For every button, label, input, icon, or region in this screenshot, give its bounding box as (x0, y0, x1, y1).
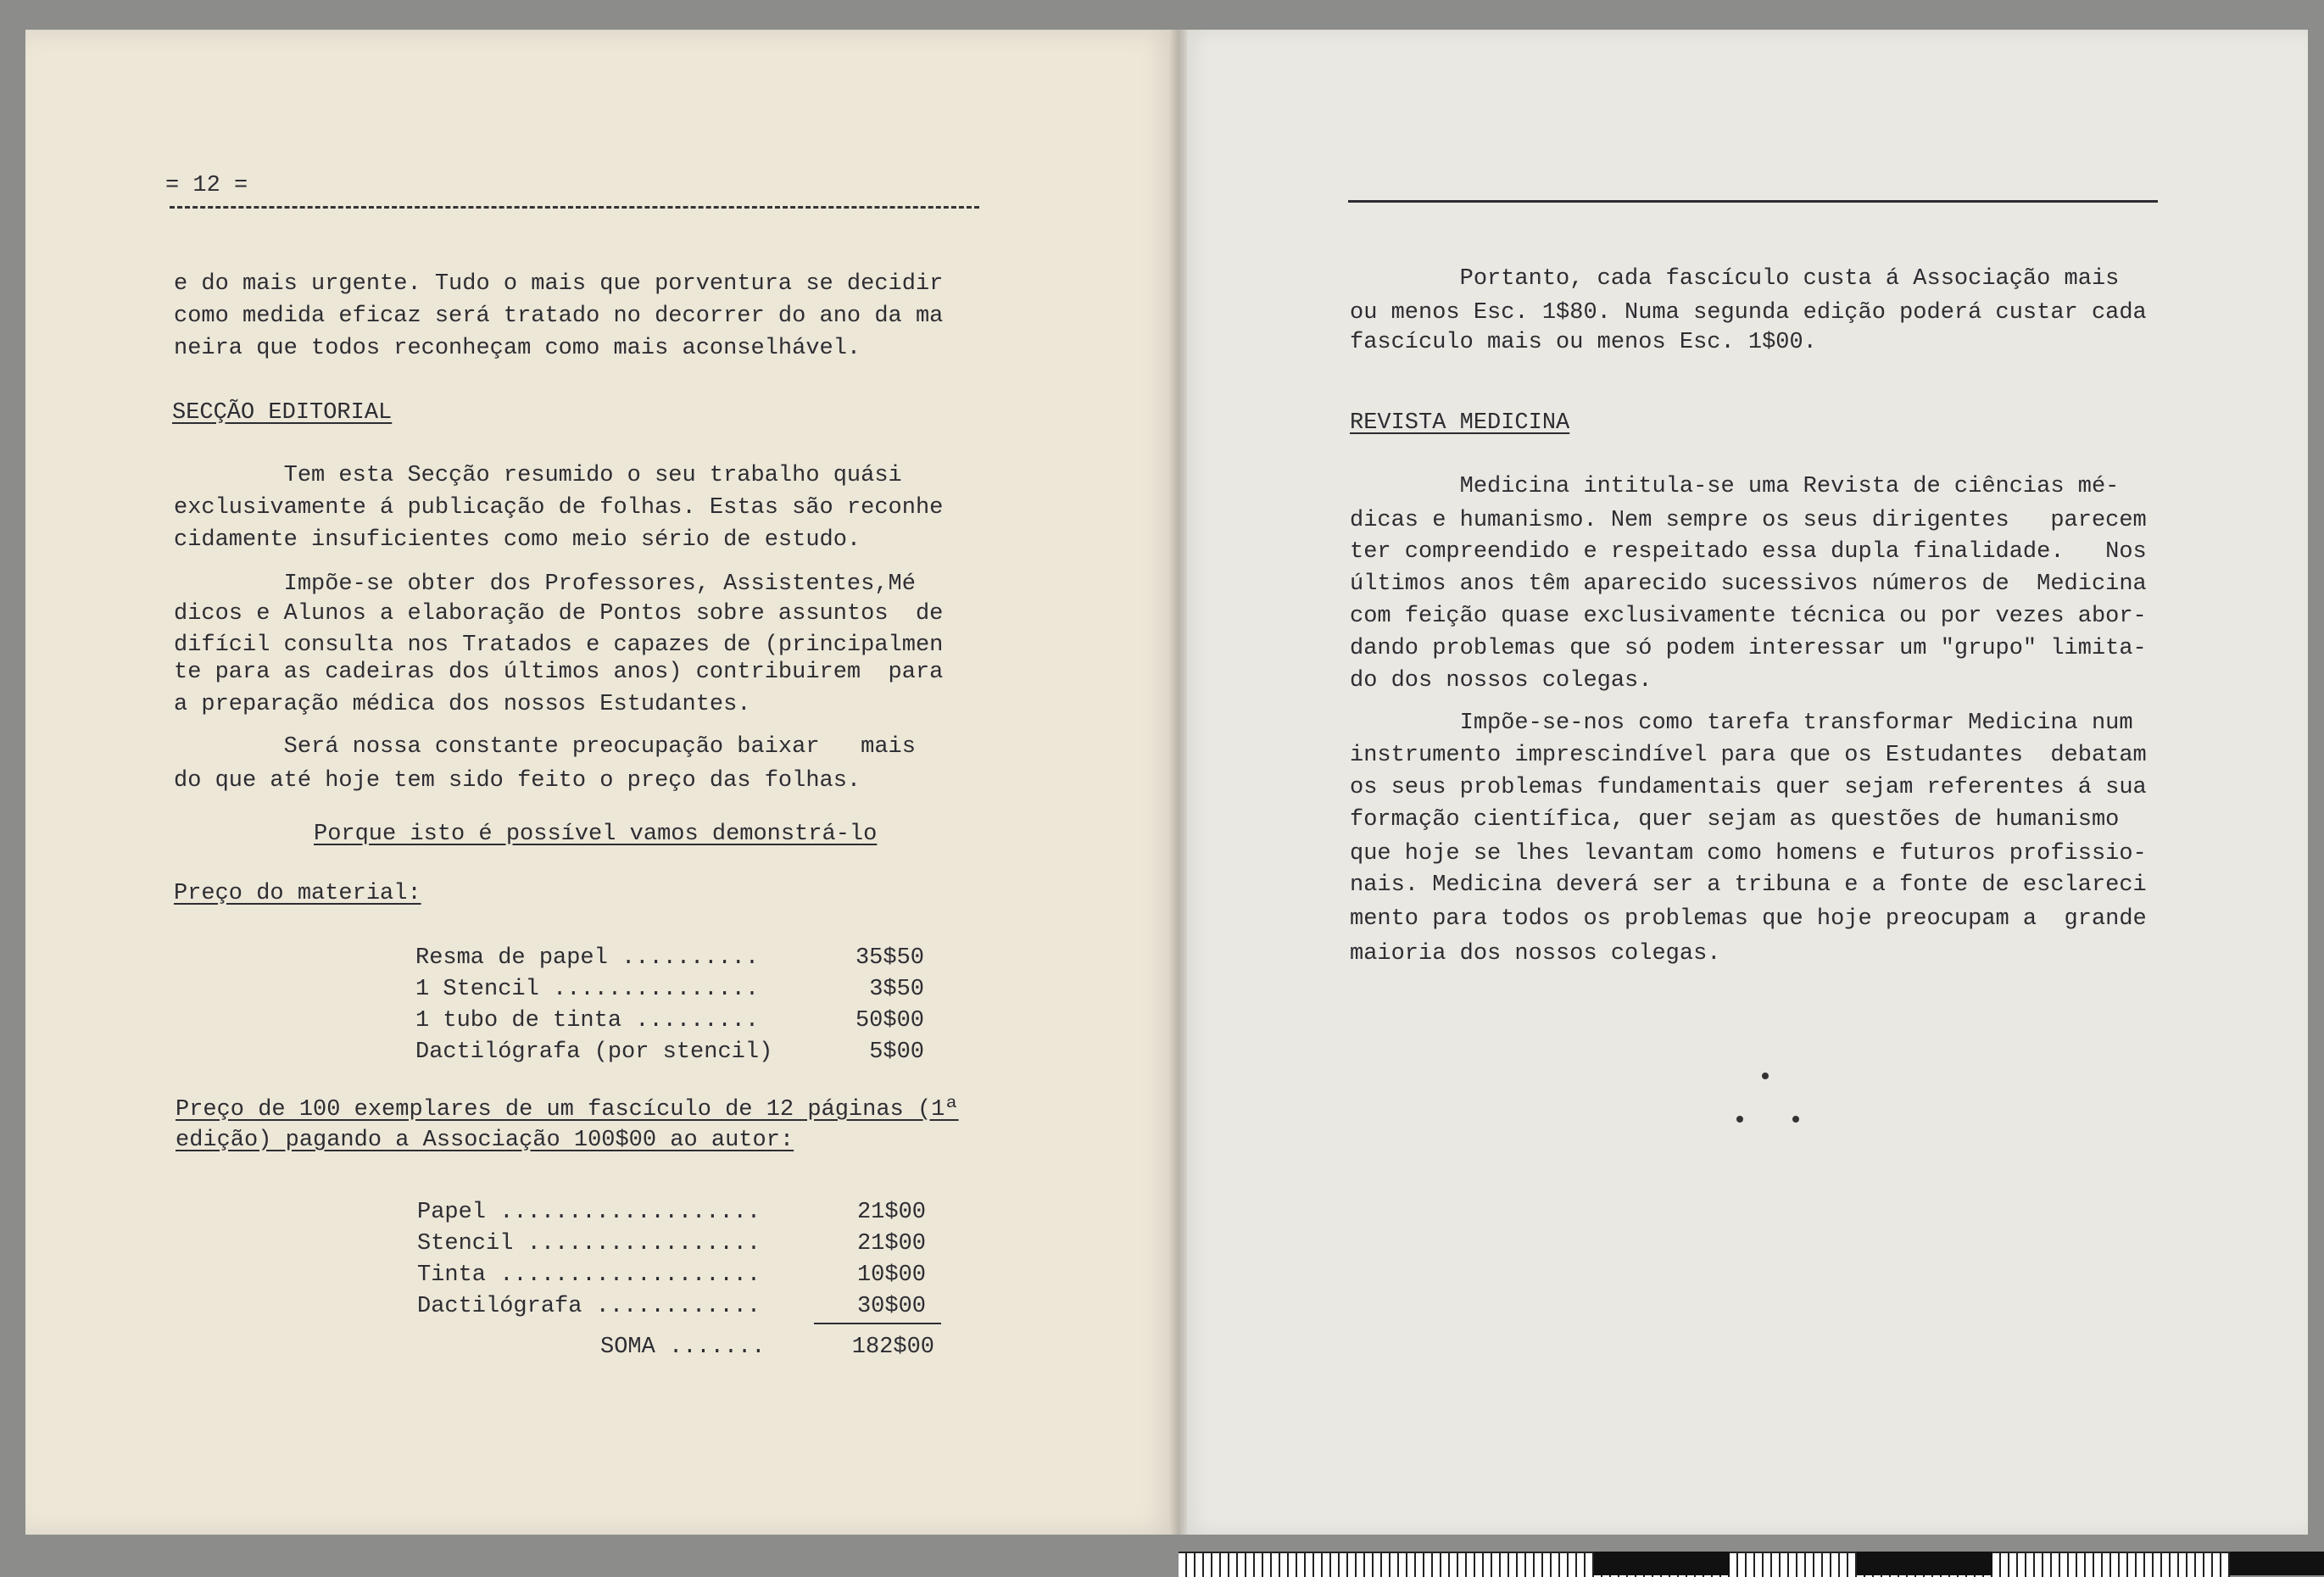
scale-ruler-segment (1857, 1552, 1992, 1575)
text-line: exclusivamente á publicação de folhas. Estas são reconhe (174, 495, 944, 521)
text-line: Preço de 100 exemplares de um fascículo de 12 páginas (1ª (176, 1097, 959, 1123)
text-line: te para as cadeiras dos últimos anos) contribuirem para (174, 660, 944, 685)
text-line: Tem esta Secção resumido o seu trabalho quási (174, 463, 902, 488)
text-line: ou menos Esc. 1$80. Numa segunda edição poderá custar cada (1350, 300, 2147, 326)
materials-table (415, 943, 924, 1068)
costs-table (417, 1197, 926, 1323)
text-line: ter compreendido e respeitado essa dupla finalidade. Nos (1350, 539, 2147, 565)
item-value: 30$00 (856, 1294, 926, 1319)
text-line: nais. Medicina deverá ser a tribuna e a fonte de esclareci (1350, 872, 2147, 898)
item-value: 35$50 (855, 945, 924, 971)
total-label: SOMA ....... (600, 1335, 766, 1360)
item-label: Resma de papel .......... (415, 945, 760, 971)
text-line: maioria dos nossos colegas. (1350, 941, 1721, 967)
table-row (417, 1260, 926, 1291)
text-line: a preparação médica dos nossos Estudantes. (174, 692, 751, 717)
item-value: 5$00 (869, 1039, 924, 1065)
item-value: 50$00 (855, 1008, 924, 1034)
text-line: últimos anos têm aparecido sucessivos números de Medicina (1350, 571, 2147, 597)
table-row (417, 1197, 926, 1229)
text-line: Impõe-se-nos como tarefa transformar Medicina num (1350, 710, 2133, 736)
item-label: Tinta ................... (417, 1262, 761, 1288)
table-row (415, 1006, 924, 1037)
total-value: 182$00 (851, 1335, 934, 1360)
text-line: do dos nossos colegas. (1350, 668, 1652, 694)
text-line: dando problemas que só podem interessar um "grupo" limita- (1350, 636, 2147, 661)
text-line: os seus problemas fundamentais quer sejam referentes á sua (1350, 775, 2147, 800)
text-line: dicas e humanismo. Nem sempre os seus dirigentes parecem (1350, 508, 2147, 533)
text-line: difícil consulta nos Tratados e capazes de (principalmen (174, 632, 944, 658)
text-line: instrumento imprescindível para que os Estudantes debatam (1350, 743, 2147, 768)
item-label: Dactilógrafa ............ (417, 1294, 761, 1319)
sum-rule (814, 1323, 941, 1324)
text-line: dicos e Alunos a elaboração de Pontos sobre assuntos de (174, 601, 944, 627)
table-row (417, 1229, 926, 1260)
item-label: 1 tubo de tinta ......... (415, 1008, 760, 1034)
table-row (417, 1291, 926, 1323)
subheading-demonstration: Porque isto é possível vamos demonstrá-lo (314, 822, 878, 847)
text-line: com feição quase exclusivamente técnica ou por vezes abor- (1350, 604, 2147, 629)
item-label: Stencil ................. (417, 1231, 761, 1257)
scale-ruler-segment (2230, 1552, 2324, 1575)
table-row (415, 974, 924, 1006)
page-number: = 12 = (165, 173, 248, 198)
text-line: do que até hoje tem sido feito o preço das folhas. (174, 768, 861, 794)
text-line: que hoje se lhes levantam como homens e futuros profissio- (1350, 841, 2147, 867)
item-label: Papel ................... (417, 1200, 761, 1225)
item-value: 21$00 (856, 1231, 926, 1257)
ornament-dot (1762, 1073, 1769, 1079)
item-value: 21$00 (856, 1200, 926, 1225)
item-value: 3$50 (869, 977, 924, 1002)
material-heading: Preço do material: (174, 881, 421, 906)
ornament-dot (1792, 1116, 1799, 1123)
header-rule (170, 206, 979, 209)
text-line: neira que todos reconheçam como mais aconselhável. (174, 336, 861, 361)
text-line: formação científica, quer sejam as questões de humanismo (1350, 807, 2120, 833)
item-value: 10$00 (856, 1262, 926, 1288)
header-rule (1348, 200, 2158, 203)
text-line: Medicina intitula-se uma Revista de ciências mé- (1350, 474, 2120, 499)
section-heading-revista: REVISTA MEDICINA (1350, 410, 1570, 436)
text-line: Impõe-se obter dos Professores, Assistentes,Mé (174, 571, 916, 597)
item-label: Dactilógrafa (por stencil) (415, 1039, 773, 1065)
table-row (415, 943, 924, 974)
text-line: fascículo mais ou menos Esc. 1$00. (1350, 330, 1817, 355)
ornament-dot (1736, 1116, 1743, 1123)
text-line: mento para todos os problemas que hoje preocupam a grande (1350, 906, 2147, 932)
text-line: cidamente insuficientes como meio sério de estudo. (174, 527, 861, 553)
scale-ruler-segment (1594, 1552, 1730, 1575)
book-gutter (1170, 30, 1187, 1535)
text-line: como medida eficaz será tratado no decorrer do ano da ma (174, 304, 944, 329)
table-row (415, 1037, 924, 1068)
text-line: Será nossa constante preocupação baixar mais (174, 734, 916, 760)
text-line: e do mais urgente. Tudo o mais que porventura se decidir (174, 271, 944, 297)
item-label: 1 Stencil ............... (415, 977, 760, 1002)
text-line: edição) pagando a Associação 100$00 ao autor: (176, 1128, 794, 1153)
section-heading-editorial: SECÇÃO EDITORIAL (172, 400, 393, 426)
text-line: Portanto, cada fascículo custa á Associação mais (1350, 266, 2120, 292)
